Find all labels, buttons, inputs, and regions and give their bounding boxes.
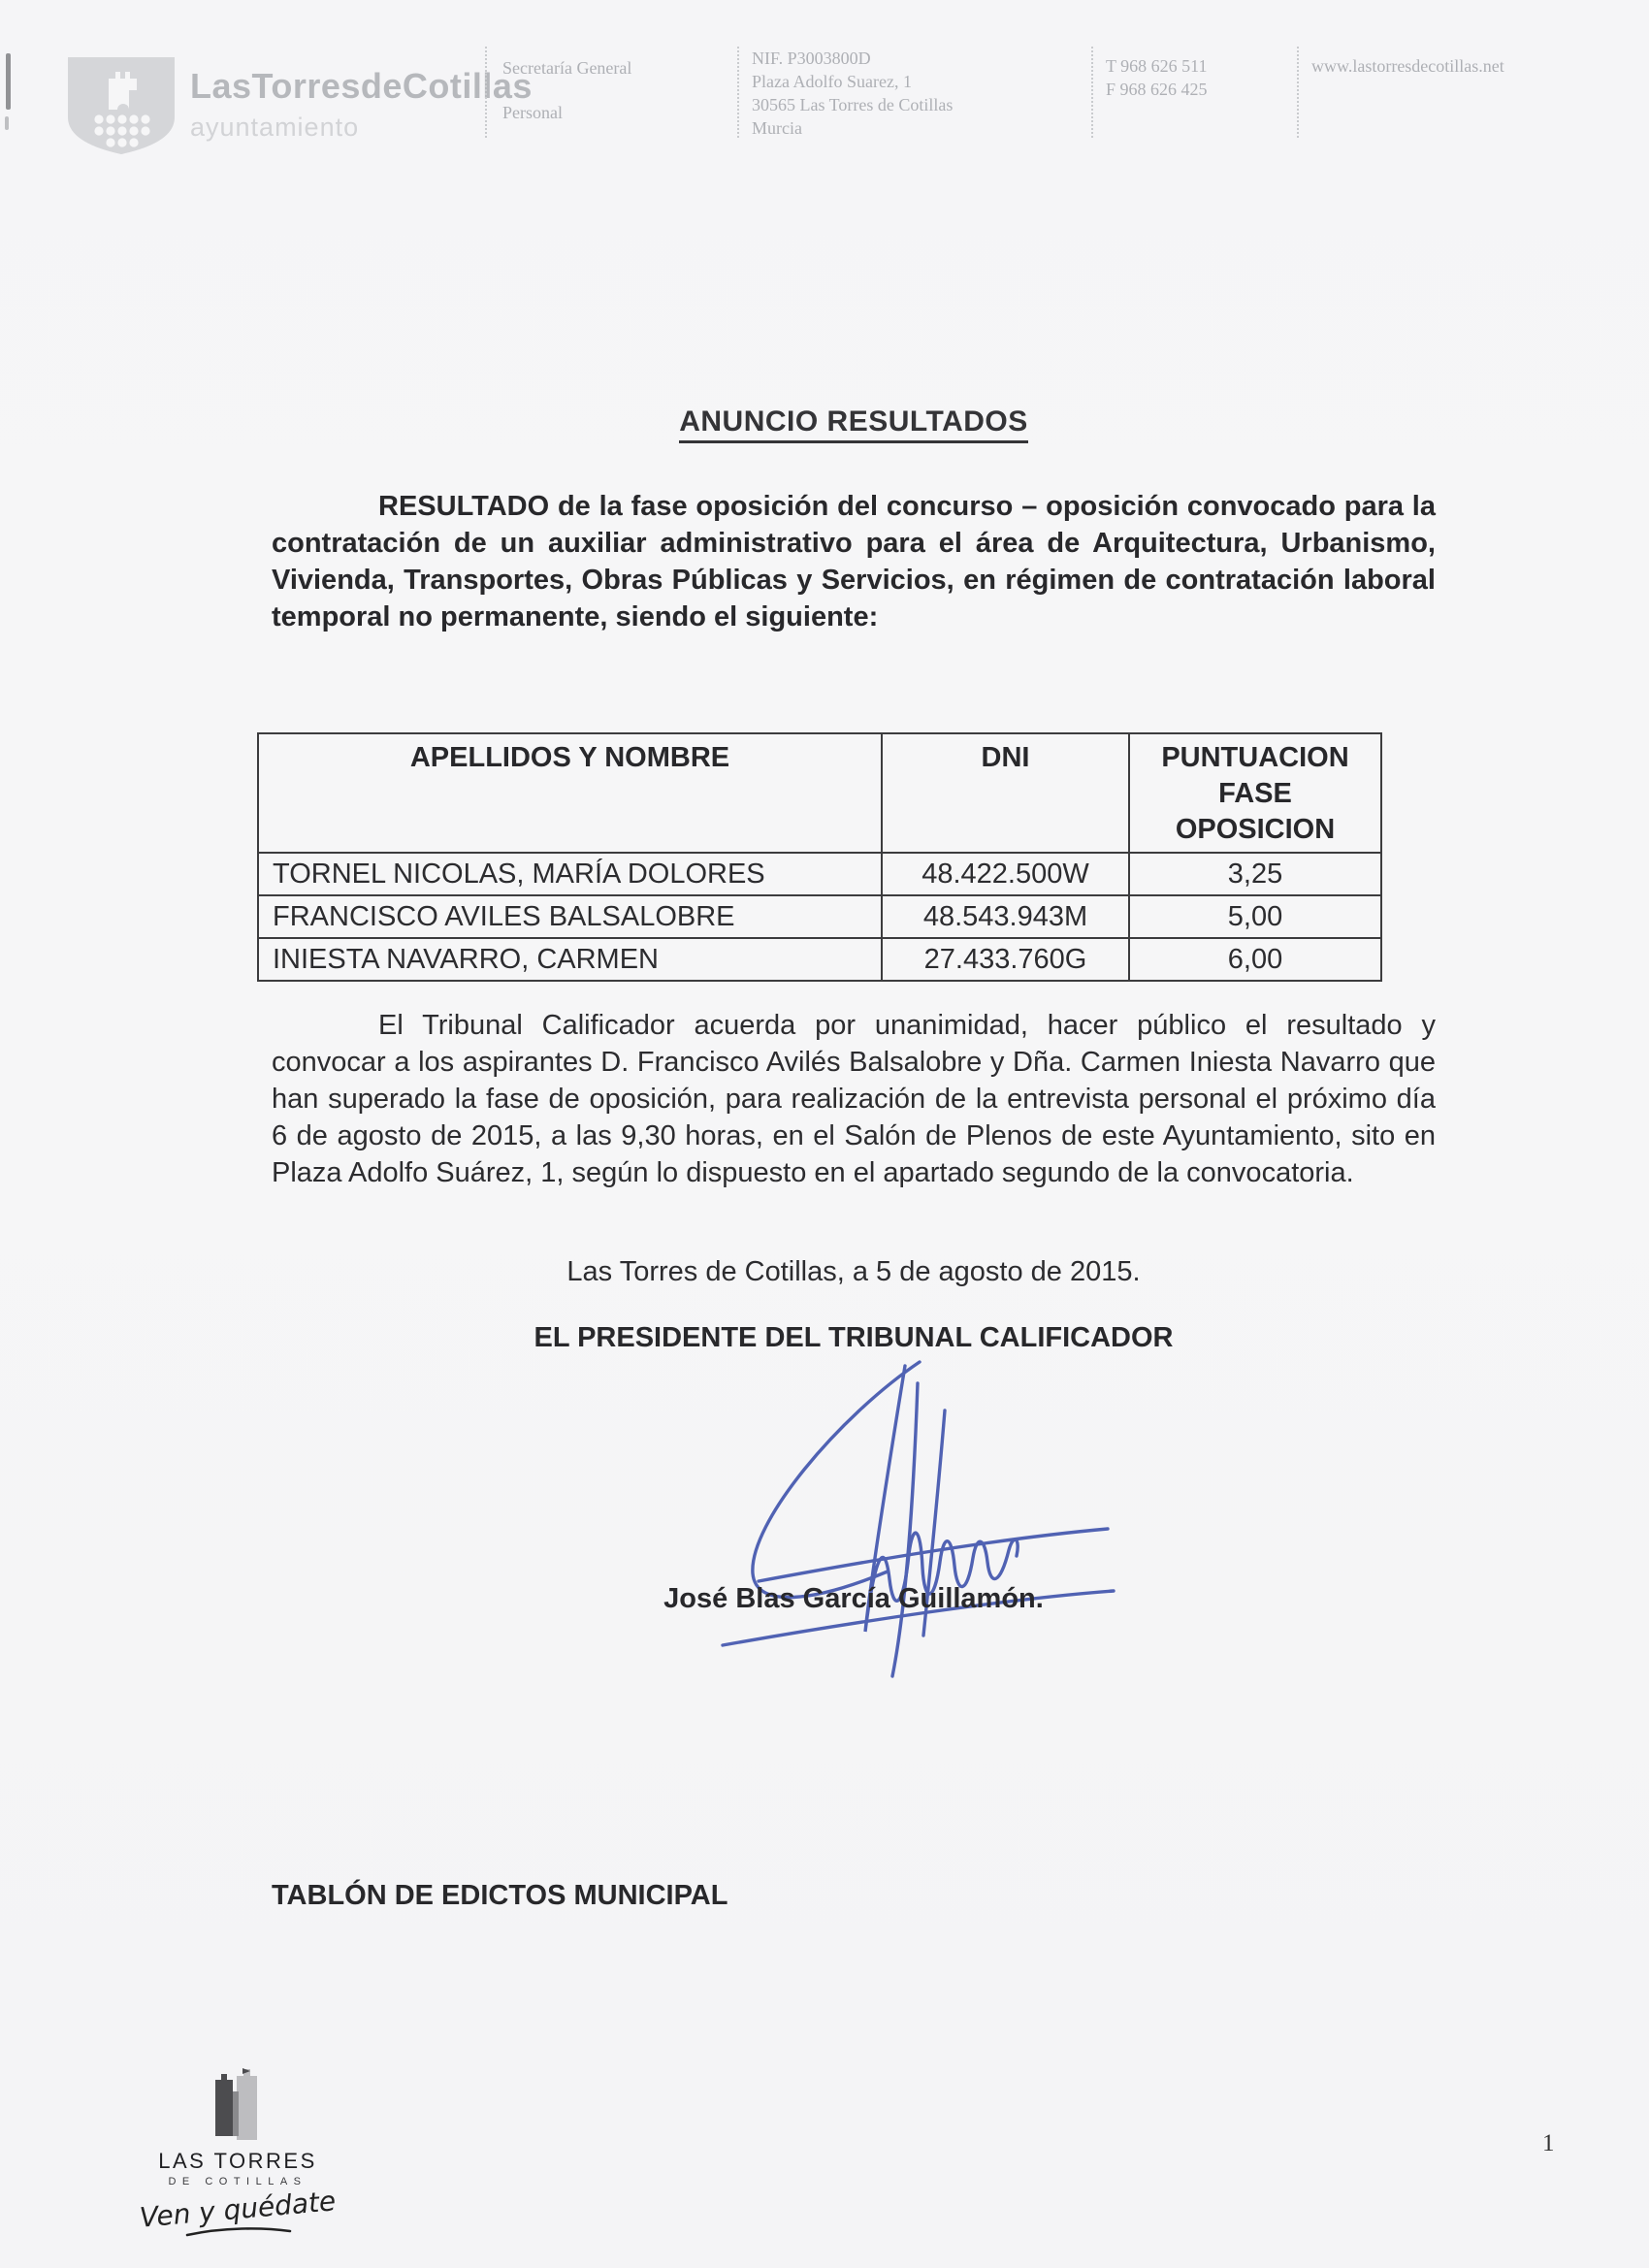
header-divider xyxy=(1297,47,1299,138)
cell-score: 5,00 xyxy=(1129,895,1381,938)
dateline: Las Torres de Cotillas, a 5 de agosto de 2015. xyxy=(566,1256,1141,1287)
table-row xyxy=(258,853,1381,895)
header-phones xyxy=(1106,54,1208,101)
intro-paragraph: RESULTADO de la fase oposición del concurso – oposición convocado para la contratación de un auxiliar administrativo para el área de Arquitectura, Urbanismo, Vivienda, Transportes, Obras Públicas y Servicios, en régimen de contratación laboral temporal no permanente, siendo el siguiente: xyxy=(272,491,1436,632)
website-url: www.lastorresdecotillas.net xyxy=(1311,56,1504,76)
town-crest-icon xyxy=(60,53,182,156)
address-line: Murcia xyxy=(752,118,802,138)
header-website xyxy=(1311,54,1504,78)
signer-name: José Blas García Guillamón. xyxy=(663,1583,1044,1614)
header-divider xyxy=(1091,47,1093,138)
logo-wordmark xyxy=(190,66,533,143)
cell-score: 6,00 xyxy=(1129,938,1381,981)
table-row xyxy=(258,895,1381,938)
header-divider xyxy=(737,47,739,138)
cell-dni: 48.543.943M xyxy=(882,895,1129,938)
spacer xyxy=(502,80,631,101)
col-header-dni: DNI xyxy=(882,733,1129,853)
signer-title: EL PRESIDENTE DEL TRIBUNAL CALIFICADOR xyxy=(534,1322,1174,1353)
document-title-text: ANUNCIO RESULTADOS xyxy=(679,405,1028,443)
handwritten-signature xyxy=(669,1348,1116,1678)
cell-dni: 48.422.500W xyxy=(882,853,1129,895)
cell-score: 3,25 xyxy=(1129,853,1381,895)
logo-title: LasTorresdeCotillas xyxy=(190,66,533,106)
footer-note: TABLÓN DE EDICTOS MUNICIPAL xyxy=(272,1880,728,1911)
document-title xyxy=(272,405,1436,438)
cell-dni: 27.433.760G xyxy=(882,938,1129,981)
header-divider xyxy=(485,47,487,138)
tower-icon xyxy=(208,2066,268,2142)
department-line: Secretaría General xyxy=(502,58,632,78)
table-row xyxy=(258,938,1381,981)
page-number: 1 xyxy=(1542,2130,1555,2156)
logo-subtitle: ayuntamiento xyxy=(190,113,360,142)
department-line: Personal xyxy=(502,103,563,122)
header-department xyxy=(502,56,631,124)
cell-name: TORNEL NICOLAS, MARÍA DOLORES xyxy=(258,853,882,895)
col-header-apellidos: APELLIDOS Y NOMBRE xyxy=(258,733,882,853)
footer-logo xyxy=(136,2066,340,2244)
header-address xyxy=(752,47,953,140)
phone-line: T 968 626 511 xyxy=(1106,56,1208,76)
cell-name: FRANCISCO AVILES BALSALOBRE xyxy=(258,895,882,938)
results-table xyxy=(257,732,1382,982)
col-header-puntuacion: PUNTUACION FASE OPOSICION xyxy=(1129,733,1381,853)
address-line: 30565 Las Torres de Cotillas xyxy=(752,95,954,114)
footer-logo-tagline: Ven y quédate xyxy=(138,2185,338,2234)
table-header-row xyxy=(258,733,1381,853)
footer-logo-line2: DE COTILLAS xyxy=(168,2176,307,2187)
fax-line: F 968 626 425 xyxy=(1106,80,1208,99)
cell-name: INIESTA NAVARRO, CARMEN xyxy=(258,938,882,981)
footer-logo-line1: LAS TORRES xyxy=(158,2149,317,2173)
letterhead xyxy=(0,0,1649,165)
body-paragraph: El Tribunal Calificador acuerda por unanimidad, hacer público el resultado y convocar a los aspirantes D. Francisco Avilés Balsalobre y Dña. Carmen Iniesta Navarro que han superado la fase de oposición, para realización de la entrevista personal el próximo día 6 de agosto de 2015, a las 9,30 horas, en el Salón de Plenos de este Ayuntamiento, sito en Plaza Adolfo Suárez, 1, según lo dispuesto en el apartado segundo de la convocatoria. xyxy=(272,1010,1436,1188)
address-line: Plaza Adolfo Suarez, 1 xyxy=(752,72,912,91)
address-line: NIF. P3003800D xyxy=(752,49,871,68)
